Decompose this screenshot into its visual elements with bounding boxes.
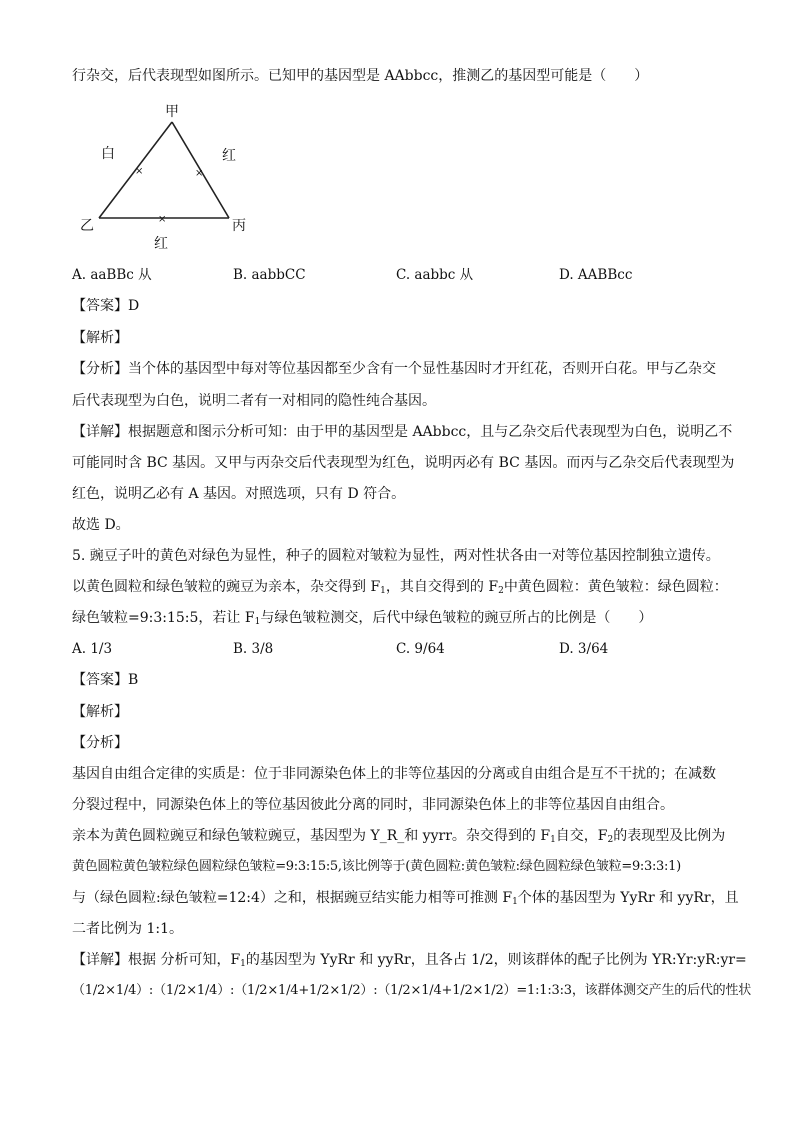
q5-option-a: A. 1/3 <box>72 641 113 657</box>
q4-xiangjie-line-3: 红色，说明乙必有 A 基因。对照选项，只有 D 符合。 <box>72 486 406 502</box>
q4-conclusion: 故选 D。 <box>72 517 130 533</box>
subscript: 1 <box>254 617 261 627</box>
q5-stem-2b: ，其自交得到的 F <box>385 579 499 595</box>
node-yi-label: 乙 <box>80 218 94 234</box>
node-jia-label: 甲 <box>165 104 179 120</box>
cross-mark-bottom: × <box>158 214 167 225</box>
q4-fenxi-line-1: 【分析】当个体的基因型中每对等位基因都至少含有一个显性基因时才开红花，否则开白花。甲与乙杂交 <box>72 361 716 377</box>
q5-option-c: C. 9/64 <box>396 641 445 657</box>
q5-para2-3a: 与（绿色圆粒:绿色皱粒=12:4）之和，根据豌豆结实能力相等可推测 F <box>72 890 513 906</box>
edge-right-label: 红 <box>222 148 236 164</box>
q5-para2-line-1 <box>72 826 725 850</box>
q5-stem-3b: 与绿色皱粒测交，后代中绿色皱粒的豌豆所占的比例是（ ） <box>260 610 653 626</box>
q5-analysis-heading: 【解析】 <box>72 704 128 720</box>
subscript: 1 <box>550 835 556 845</box>
q5-stem-line-1: 5. 豌豆子叶的黄色对绿色为显性，种子的圆粒对皱粒为显性，两对性状各由一对等位基因控制独立遗传。 <box>72 548 720 564</box>
subscript: 2 <box>498 586 504 596</box>
q4-xiangjie-line-2: 可能同时含 BC 基因。又甲与丙杂交后代表现型为红色，说明丙必有 BC 基因。而丙与乙杂交后代表现型为 <box>72 455 735 471</box>
subscript: 1 <box>512 897 518 907</box>
q4-option-c: C. aabbc 从 <box>396 267 474 283</box>
q5-para2-line-2: 黄色圆粒黄色皱粒绿色圆粒绿色皱粒=9:3:15:5,该比例等于(黄色圆粒:黄色皱粒:绿色圆粒绿色皱粒=9:3:3:1) <box>72 859 681 874</box>
q5-para2-3b: 个体的基因型为 YyRr 和 yyRr，且 <box>517 890 739 906</box>
edge-left-label: 白 <box>101 146 115 162</box>
cross-triangle-diagram <box>72 100 292 260</box>
q5-option-d: D. 3/64 <box>559 641 609 657</box>
q5-detail-1a: 【详解】根据 分析可知，F <box>72 952 241 968</box>
subscript: 2 <box>607 835 614 845</box>
q5-para2-1c: 的表现型及比例为 <box>613 828 726 844</box>
q5-detail-1b: 的基因型为 YyRr 和 yyRr，且各占 1/2，则该群体的配子比例为 YR:Yr:yR:yr= <box>245 952 747 968</box>
q4-option-d: D. AABBcc <box>559 267 633 283</box>
q5-answer: 【答案】B <box>72 672 139 688</box>
q5-fenxi-heading: 【分析】 <box>72 735 128 751</box>
edge-bottom-label: 红 <box>154 236 168 252</box>
q5-para2-1b: 自交，F <box>555 828 608 844</box>
q4-option-b: B. aabbCC <box>233 267 306 283</box>
q4-fenxi-line-2: 后代表现型为白色，说明二者有一对相同的隐性纯合基因。 <box>72 393 436 409</box>
subscript: 1 <box>380 586 386 596</box>
q4-option-a: A. aaBBc 从 <box>72 267 152 283</box>
q5-para1-line-2: 分裂过程中，同源染色体上的等位基因彼此分离的同时，非同源染色体上的非等位基因自由组合。 <box>72 797 674 813</box>
q5-para2-line-3 <box>72 888 739 912</box>
q4-intro: 行杂交，后代表现型如图所示。已知甲的基因型是 AAbbcc，推测乙的基因型可能是（ ） <box>72 68 649 84</box>
cross-mark-left: × <box>135 166 144 177</box>
q5-option-b: B. 3/8 <box>233 641 274 657</box>
q5-stem-2a: 以黄色圆粒和绿色皱粒的豌豆为亲本，杂交得到 F <box>72 579 381 595</box>
q5-stem-3a: 绿色皱粒=9:3:15:5，若让 F <box>72 610 255 626</box>
q5-stem-line-2 <box>72 577 728 601</box>
q5-detail-line-2: （1/2×1/4）:（1/2×1/4）:（1/2×1/4+1/2×1/2）:（1/2×1/4+1/2×1/2）=1:1:3:3，该群体测交产生的后代的性状 <box>72 983 752 998</box>
q4-analysis-heading: 【解析】 <box>72 330 128 346</box>
q5-stem-2c: 中黄色圆粒：黄色皱粒：绿色圆粒： <box>503 579 728 595</box>
q4-xiangjie-line-1: 【详解】根据题意和图示分析可知：由于甲的基因型是 AAbbcc，且与乙杂交后代表现型为白色，说明乙不 <box>72 424 733 440</box>
q4-answer: 【答案】D <box>72 298 140 314</box>
cross-mark-right: × <box>195 168 204 179</box>
q5-para2-line-4: 二者比例为 1:1。 <box>72 921 183 937</box>
q5-stem-line-3 <box>72 608 652 632</box>
q5-detail-line-1 <box>72 950 747 974</box>
q5-para1-line-1: 基因自由组合定律的实质是：位于非同源染色体上的非等位基因的分离或自由组合是互不干扰的；在减数 <box>72 766 716 782</box>
q5-para2-1a: 亲本为黄色圆粒豌豆和绿色皱粒豌豆，基因型为 Y_R_和 yyrr。杂交得到的 F <box>72 828 551 844</box>
subscript: 1 <box>240 959 246 969</box>
node-bing-label: 丙 <box>232 218 246 234</box>
